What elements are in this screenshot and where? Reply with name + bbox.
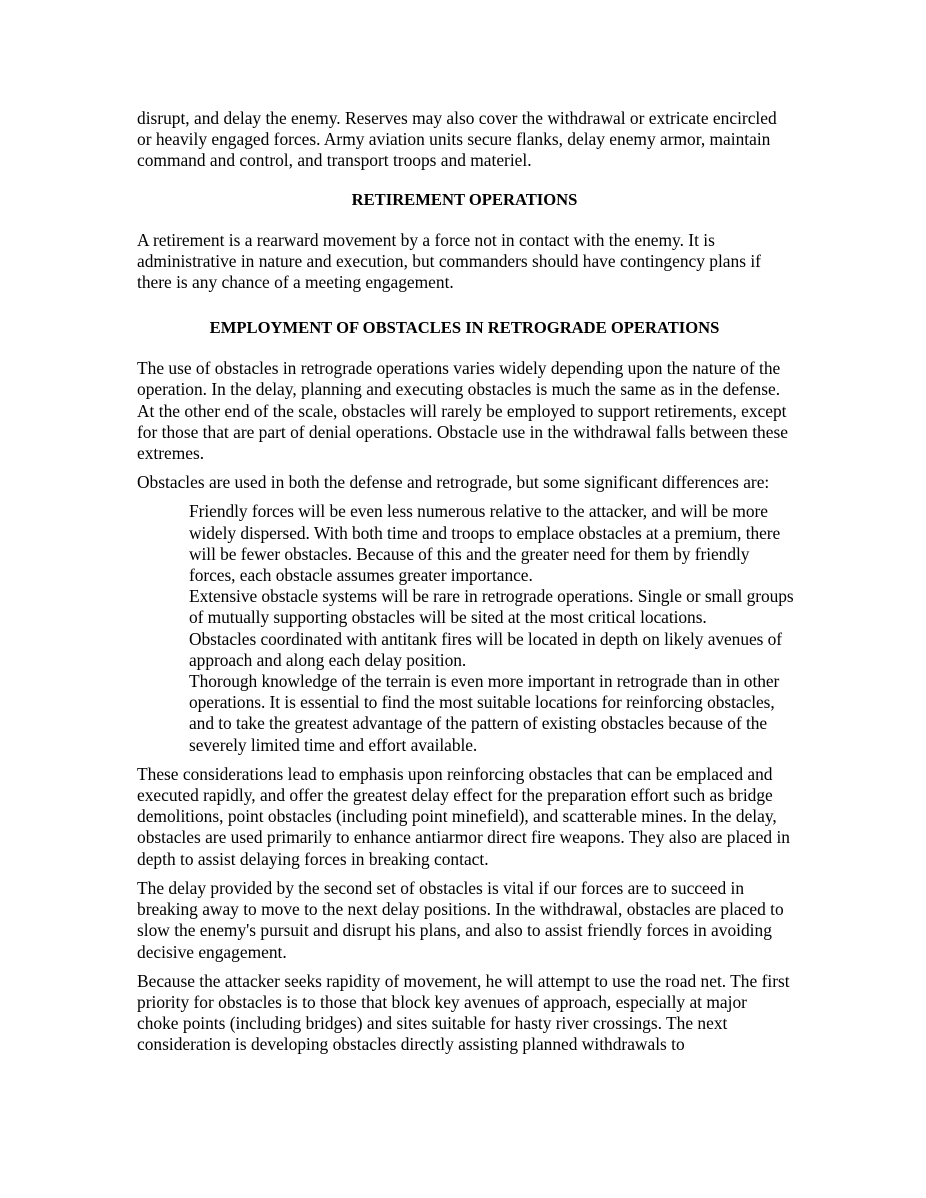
difference-item: Thorough knowledge of the terrain is even more important in retrograde than in other operations. It is essential to find the most suitable locations for reinforcing obstacles, and to take the greatest advantage of the pattern of existing obstacles because of the severely limited time and effort available. <box>189 671 780 755</box>
obstacles-paragraph-1: The use of obstacles in retrograde operations varies widely depending upon the nature of the operation. In the delay, planning and executing obstacles is much the same as in the defense. At the other end of the scale, obstacles will rarely be employed to support retirements, except for those that are part of denial operations. Obstacle use in the withdrawal falls between these extremes. <box>137 358 788 464</box>
obstacles-paragraph-3: These considerations lead to emphasis upon reinforcing obstacles that can be emplaced and executed rapidly, and offer the greatest delay effect for the preparation effort such as bridge demolitions, point obstacles (including point minefield), and scatterable mines. In the delay, obstacles are used primarily to enhance antiarmor direct fire weapons. They also are placed in depth to assist delaying forces in breaking contact. <box>137 763 791 869</box>
obstacles-paragraph-4: The delay provided by the second set of obstacles is vital if our forces are to succeed in breaking away to move to the next delay positions. In the withdrawal, obstacles are placed to slow the enemy's pursuit and disrupt his plans, and also to assist friendly forces in avoiding decisive engagement. <box>137 877 784 962</box>
obstacles-heading: EMPLOYMENT OF OBSTACLES IN RETROGRADE OPERATIONS <box>209 318 720 338</box>
difference-item: Obstacles coordinated with antitank fires will be located in depth on likely avenues of approach and along each delay position. <box>189 628 783 670</box>
intro-paragraph: disrupt, and delay the enemy. Reserves may also cover the withdrawal or extricate encircled or heavily engaged forces. Army aviation units secure flanks, delay enemy armor, maintain command and control, and transport troops and materiel. <box>137 108 777 171</box>
page-body <box>137 108 792 1064</box>
obstacles-paragraph-5: Because the attacker seeks rapidity of movement, he will attempt to use the road net. The first priority for obstacles is to those that block key avenues of approach, especially at major choke points (including bridges) and sites suitable for hasty river crossings. The next consideration is developing obstacles directly assisting planned withdrawals to <box>137 970 790 1055</box>
obstacles-paragraph-2: Obstacles are used in both the defense and retrograde, but some significant differences are: <box>137 472 770 493</box>
retirement-operations-heading: RETIREMENT OPERATIONS <box>351 189 578 209</box>
retirement-paragraph: A retirement is a rearward movement by a force not in contact with the enemy. It is administrative in nature and execution, but commanders should have contingency plans if there is any chance of a meeting engagement. <box>137 229 761 293</box>
difference-item: Friendly forces will be even less numerous relative to the attacker, and will be more widely dispersed. With both time and troops to emplace obstacles at a premium, there will be fewer obstacles. Because of this and the greater need for them by friendly forces, each obstacle assumes greater importance. <box>189 501 781 586</box>
difference-item: Extensive obstacle systems will be rare in retrograde operations. Single or small groups of mutually supporting obstacles will be sited at the most critical locations. <box>189 586 794 628</box>
differences-list <box>189 501 795 755</box>
